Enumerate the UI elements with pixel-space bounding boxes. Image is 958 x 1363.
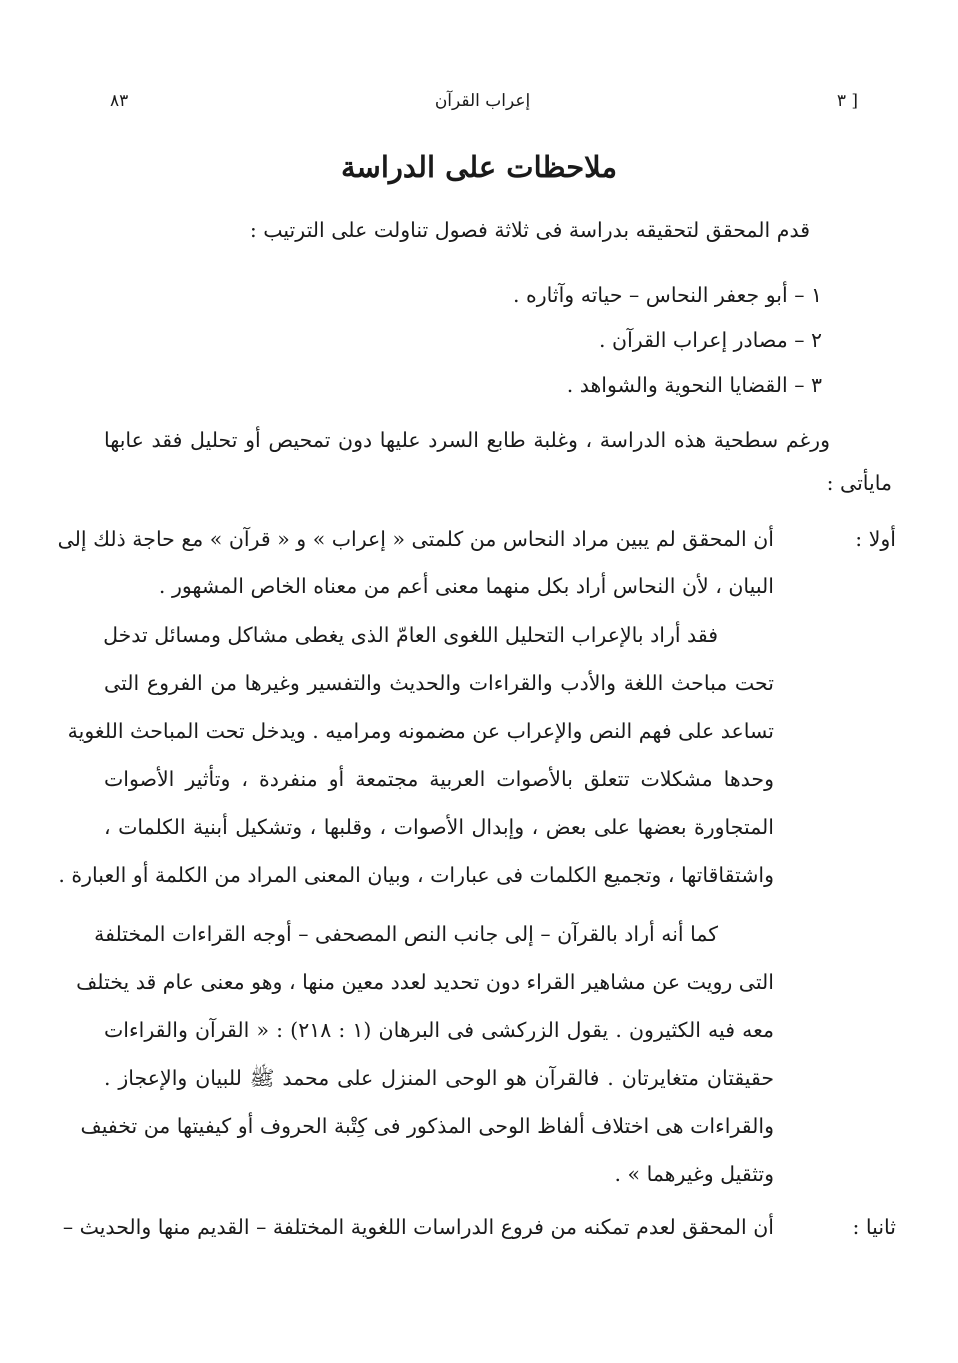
irab-line-1: فقد أراد بالإعراب التحليل اللغوى العامّ الذى يغطى مشاكل ومسائل تدخل <box>103 623 718 647</box>
irab-line-3: تساعد على فهم النص والإعراب عن مضمونه ومراميه . ويدخل تحت المباحث اللغوية <box>67 719 774 743</box>
quran-line-4: حقيقتان متغايرتان . فالقرآن هو الوحى المنزل على محمد ﷺ للبيان والإعجاز . <box>104 1066 774 1090</box>
quran-line-2: التى رويت عن مشاهير القراء دون تحديد لعدد معين منها ، وهو معنى عام قد يختلف <box>76 970 774 994</box>
quran-line-1: كما أنه أراد بالقرآن – إلى جانب النص المصحفى – أوجه القراءات المختلفة <box>94 922 718 946</box>
irab-line-5: المتجاورة بعضها على بعض ، وإبدال الأصوات ، وقلبها ، وتشكيل أبنية الكلمات ، <box>104 815 774 839</box>
page-header <box>110 86 858 116</box>
quran-line-5: والقراءات هى اختلاف ألفاظ الوحى المذكور فى كِتْبة الحروف أو كيفيتها من تخفيف <box>80 1114 774 1138</box>
chapter-item-2: ٢ – مصادر إعراب القرآن . <box>598 328 822 352</box>
first-point-line-1: أن المحقق لم يبين مراد النحاس من كلمتى « إعراب » و « قرآن » مع حاجة ذلك إلى <box>57 527 774 551</box>
intro-line: قدم المحقق لتحقيقه بدراسة فى ثلاثة فصول تناولت على الترتيب : <box>249 218 810 242</box>
header-mark: [ ٣ <box>836 91 858 111</box>
irab-line-6: واشتقاقاتها ، وتجميع الكلمات فى عبارات ، وبيان المعنى المراد من الكلمة أو العبارة . <box>58 863 774 887</box>
section-title: ملاحظات على الدراسة <box>341 150 617 184</box>
remark-line-1: ورغم سطحية هذه الدراسة ، وغلبة طابع السرد عليها دون تمحيص أو تحليل فقد عابها <box>104 428 830 452</box>
chapter-item-3: ٣ – القضايا النحوية والشواهد . <box>566 373 822 397</box>
second-point-line-1: أن المحقق لعدم تمكنه من فروع الدراسات اللغوية المختلفة – القديم منها والحديث – <box>62 1215 774 1239</box>
irab-line-4: وحدها مشكلات تتعلق بالأصوات العربية مجتمعة أو منفردة ، وتأثير الأصوات <box>104 767 774 791</box>
first-point-label: أولا : <box>855 527 896 551</box>
irab-line-2: تحت مباحث اللغة والأدب والقراءات والحديث والتفسير وغيرها من الفروع التى <box>104 671 774 695</box>
chapter-item-1: ١ – أبو جعفر النحاس – حياته وآثاره . <box>512 283 822 307</box>
second-point-label: ثانيا : <box>852 1215 896 1239</box>
first-point-line-2: البيان ، لأن النحاس أراد بكل منهما معنى أعم من معناه الخاص المشهور . <box>158 574 774 598</box>
page-number: ٨٣ <box>110 91 129 111</box>
running-title: إعراب القرآن <box>434 91 531 111</box>
quran-line-6: وتثقيل وغيرهما » . <box>614 1162 774 1186</box>
remark-line-2: مايأتى : <box>826 471 892 495</box>
quran-line-3: معه فيه الكثيرون . يقول الزركشى فى البرهان (١ : ٢١٨) : « القرآن والقراءات <box>104 1018 774 1042</box>
